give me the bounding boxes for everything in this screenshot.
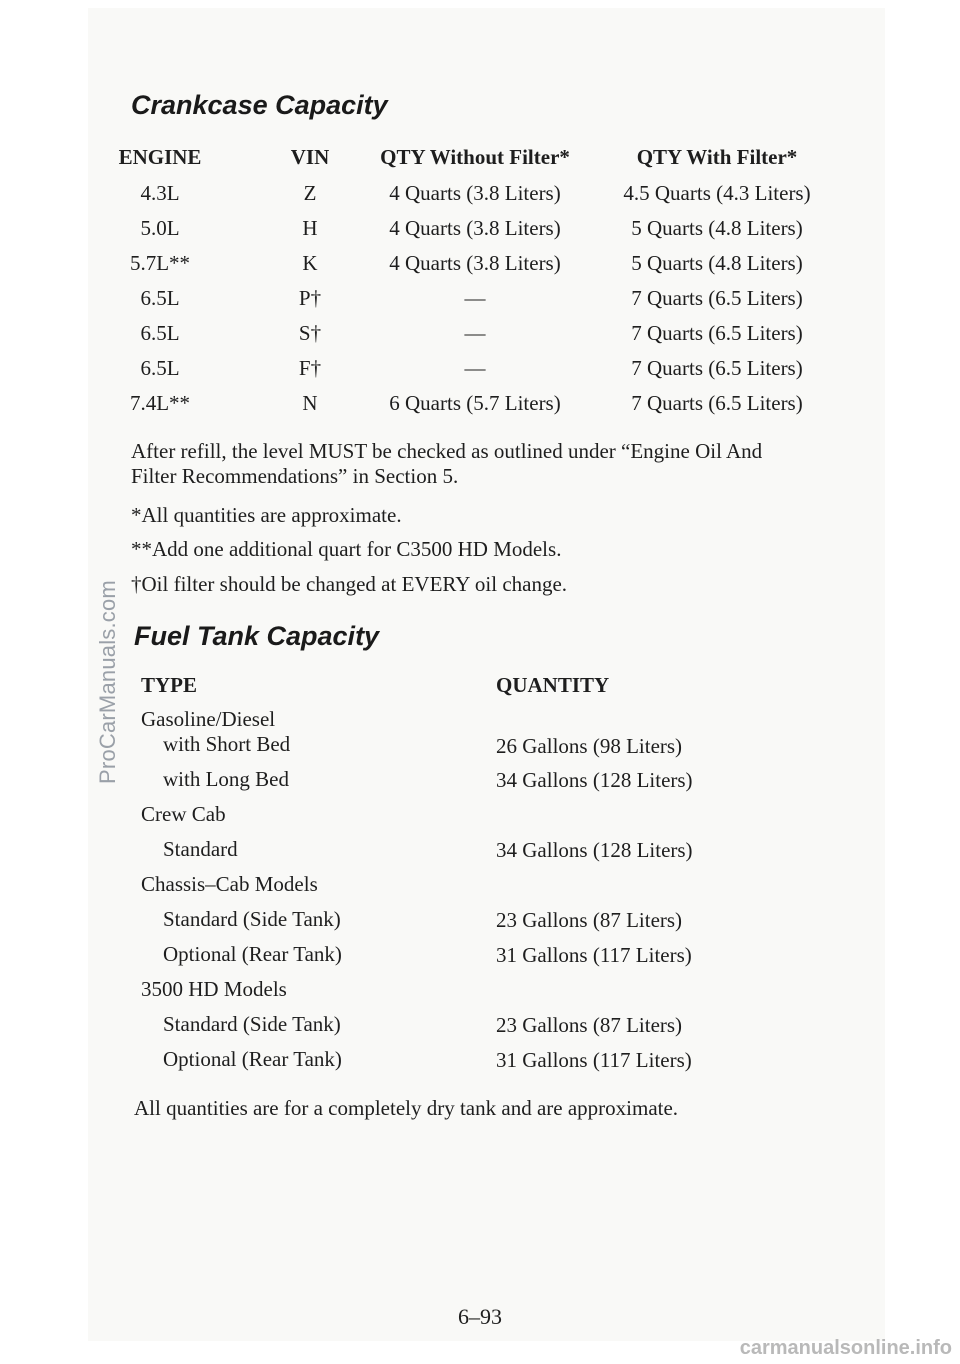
table-cell-qty-without: — [464, 286, 486, 310]
table-cell-qty-without: — [464, 321, 486, 345]
c3500-note: **Add one additional quart for C3500 HD Models. [131, 537, 562, 561]
refill-note-line-1: After refill, the level MUST be checked as outlined under “Engine Oil And [131, 439, 763, 463]
table-cell-qty-with: 7 Quarts (6.5 Liters) [631, 286, 803, 310]
fuel-quantity: 34 Gallons (128 Liters) [496, 838, 693, 862]
table-cell-vin: H [302, 216, 318, 240]
table-cell-qty-without: 4 Quarts (3.8 Liters) [389, 181, 561, 205]
refill-note-line-2: Filter Recommendations” in Section 5. [131, 464, 459, 488]
table-cell-engine: 4.3L [140, 181, 180, 205]
table-cell-qty-with: 5 Quarts (4.8 Liters) [631, 251, 803, 275]
table-cell-qty-with: 7 Quarts (6.5 Liters) [631, 321, 803, 345]
table-cell-qty-with: 5 Quarts (4.8 Liters) [631, 216, 803, 240]
table-cell-engine: 5.7L** [129, 251, 191, 275]
col-header-engine: ENGINE [118, 145, 202, 169]
fuel-tank-heading: Fuel Tank Capacity [134, 621, 380, 651]
fuel-type: Standard [163, 837, 238, 861]
side-watermark: ProCarManuals.com [95, 580, 120, 784]
col-header-quantity: QUANTITY [496, 673, 610, 697]
table-cell-engine: 6.5L [140, 286, 180, 310]
col-header-vin: VIN [290, 145, 330, 169]
table-cell-vin: K [302, 251, 318, 275]
fuel-type: Optional (Rear Tank) [163, 1047, 342, 1071]
col-header-qty-with-filter: QTY With Filter* [636, 145, 798, 169]
table-cell-vin: S† [298, 321, 322, 345]
crankcase-heading: Crankcase Capacity [131, 90, 388, 120]
fuel-type-group: 3500 HD Models [141, 977, 287, 1001]
fuel-type-group: Crew Cab [141, 802, 226, 826]
table-cell-vin: P† [298, 286, 322, 310]
table-cell-vin: N [302, 391, 318, 415]
table-cell-qty-without: — [464, 356, 486, 380]
fuel-type: with Short Bed [163, 732, 291, 756]
bottom-watermark: carmanualsonline.info [739, 1337, 952, 1359]
fuel-type: Optional (Rear Tank) [163, 942, 342, 966]
fuel-type: Standard (Side Tank) [163, 1012, 341, 1036]
table-cell-engine: 6.5L [140, 321, 180, 345]
table-cell-qty-without: 6 Quarts (5.7 Liters) [389, 391, 561, 415]
fuel-quantity: 31 Gallons (117 Liters) [496, 943, 692, 967]
table-cell-engine: 5.0L [140, 216, 180, 240]
table-cell-engine: 6.5L [140, 356, 180, 380]
fuel-type: Standard (Side Tank) [163, 907, 341, 931]
fuel-type: with Long Bed [163, 767, 289, 791]
table-cell-qty-with: 7 Quarts (6.5 Liters) [631, 356, 803, 380]
manual-page [88, 8, 885, 1341]
table-cell-engine: 7.4L** [129, 391, 191, 415]
fuel-type-group: Chassis–Cab Models [141, 872, 318, 896]
approximate-note: *All quantities are approximate. [131, 503, 402, 527]
fuel-quantity: 34 Gallons (128 Liters) [496, 768, 693, 792]
table-cell-qty-without: 4 Quarts (3.8 Liters) [389, 216, 561, 240]
fuel-quantity: 31 Gallons (117 Liters) [496, 1048, 692, 1072]
table-cell-vin: Z [303, 181, 317, 205]
table-cell-qty-without: 4 Quarts (3.8 Liters) [389, 251, 561, 275]
table-cell-vin: F† [298, 356, 322, 380]
table-cell-qty-with: 4.5 Quarts (4.3 Liters) [623, 181, 811, 205]
fuel-quantity: 23 Gallons (87 Liters) [496, 1013, 683, 1037]
oil-filter-note: †Oil filter should be changed at EVERY oil change. [131, 572, 568, 596]
col-header-qty-without-filter: QTY Without Filter* [380, 145, 570, 169]
page-number: 6–93 [458, 1304, 502, 1329]
fuel-type-group: Gasoline/Diesel [141, 707, 276, 731]
col-header-type: TYPE [141, 673, 198, 697]
fuel-quantity: 26 Gallons (98 Liters) [496, 734, 683, 758]
dry-tank-note: All quantities are for a completely dry tank and are approximate. [134, 1096, 679, 1120]
table-cell-qty-with: 7 Quarts (6.5 Liters) [631, 391, 803, 415]
fuel-quantity: 23 Gallons (87 Liters) [496, 908, 683, 932]
